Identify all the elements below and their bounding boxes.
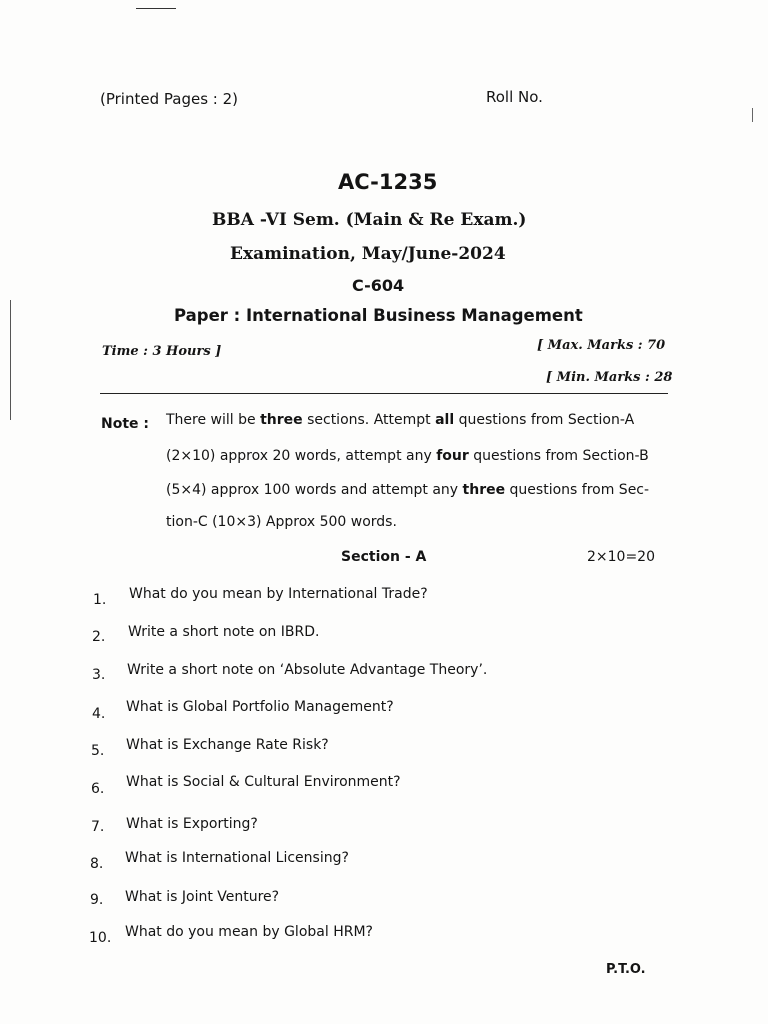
paper-code: AC-1235 [338, 170, 438, 194]
note-line-1: There will be three sections. Attempt all questions from Section-A [166, 412, 635, 428]
min-marks: [ Min. Marks : 28 [546, 370, 673, 385]
question-text: What is Exporting? [126, 816, 258, 832]
header-rule [100, 393, 668, 394]
please-turn-over: P.T.O. [606, 962, 646, 977]
section-a-title: Section - A [341, 549, 427, 565]
question-text: What is Social & Cultural Environment? [126, 774, 401, 790]
question-text: What is Joint Venture? [125, 889, 280, 905]
question-text: Write a short note on IBRD. [128, 624, 320, 640]
question-number: 1. [93, 592, 107, 608]
top-scan-line [136, 8, 176, 9]
semester-line: BBA -VI Sem. (Main & Re Exam.) [212, 210, 527, 230]
question-number: 8. [90, 856, 104, 872]
question-text: What is International Licensing? [125, 850, 349, 866]
question-number: 5. [91, 743, 105, 759]
max-marks: [ Max. Marks : 70 [537, 338, 666, 353]
paper-title: Paper : International Business Management [174, 306, 583, 325]
question-number: 6. [91, 781, 105, 797]
time-allowed: Time : 3 Hours ] [102, 344, 222, 359]
note-line-3: (5×4) approx 100 words and attempt any three questions from Sec- [166, 482, 650, 498]
course-code: C-604 [352, 276, 405, 295]
question-number: 2. [92, 629, 106, 645]
question-number: 3. [92, 667, 106, 683]
question-text: What is Global Portfolio Management? [126, 699, 394, 715]
question-number: 9. [90, 892, 104, 908]
right-edge-mark [752, 108, 753, 122]
section-a-marks: 2×10=20 [587, 549, 655, 565]
note-label: Note : [101, 416, 149, 432]
roll-number-label: Roll No. [486, 88, 543, 106]
examination-line: Examination, May/June-2024 [230, 244, 506, 264]
printed-pages: (Printed Pages : 2) [100, 90, 238, 108]
question-number: 4. [92, 706, 106, 722]
left-edge-mark [10, 300, 11, 420]
question-text: What do you mean by International Trade? [129, 586, 428, 602]
question-text: What do you mean by Global HRM? [125, 924, 373, 940]
question-text: What is Exchange Rate Risk? [126, 737, 329, 753]
question-number: 7. [91, 819, 105, 835]
question-text: Write a short note on ‘Absolute Advantage Theory’. [127, 662, 488, 678]
note-line-4: tion-C (10×3) Approx 500 words. [166, 514, 397, 530]
question-number: 10. [89, 930, 112, 946]
note-line-2: (2×10) approx 20 words, attempt any four questions from Section-B [166, 448, 649, 464]
